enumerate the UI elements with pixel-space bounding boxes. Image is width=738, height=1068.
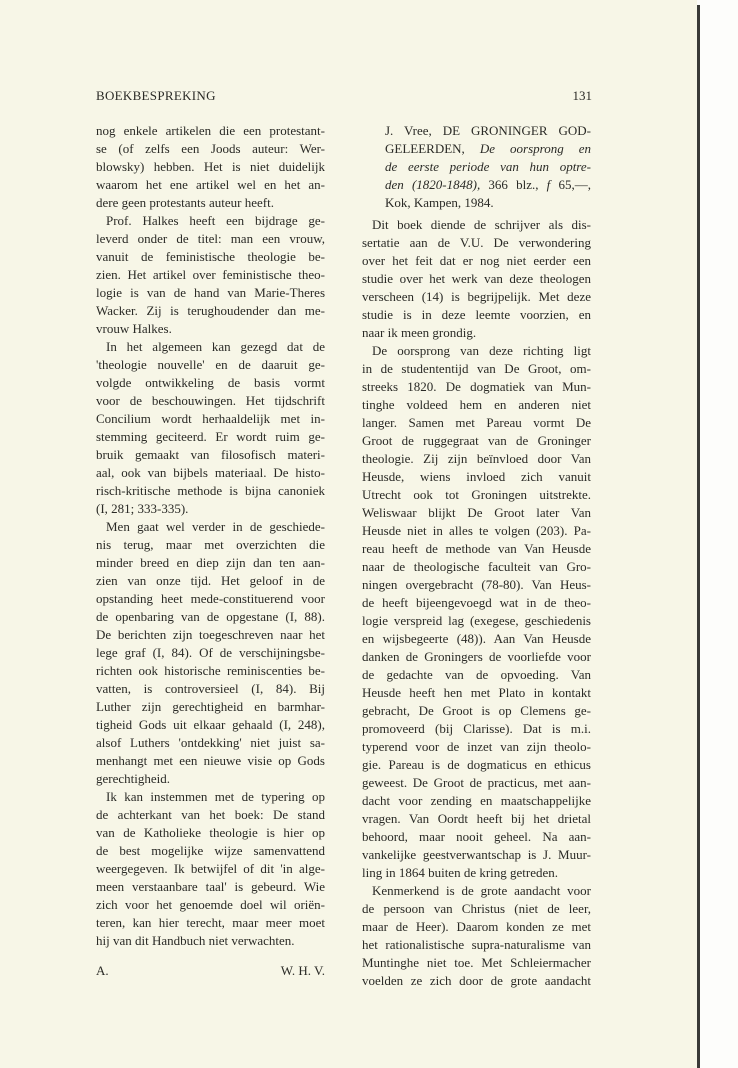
text-line: vankelijke geestverwantschap is J. Muur- (362, 847, 591, 862)
paragraph (96, 122, 325, 212)
page-edge-shadow (697, 5, 700, 1068)
text-line: voor de beschouwingen. Het tijdschrift (96, 393, 325, 408)
text-line: reau heeft de methode van Van Heusde (362, 541, 591, 556)
text-line: streeks 1820. De dogmatiek van Mun- (362, 379, 591, 394)
entry-line (385, 122, 591, 140)
text-line: risch-kritische methode is bijna canoniek (96, 483, 325, 498)
text-line: opstanding heet mede-constituerend voor (96, 591, 325, 606)
left-column-text (96, 122, 325, 950)
paragraph (362, 882, 591, 990)
paragraph (96, 788, 325, 950)
text-line: teren, kan hier terecht, maar meer moet (96, 915, 325, 930)
paragraph (362, 342, 591, 882)
text-line: Luther zijn gerechtigheid en barmhar- (96, 699, 325, 714)
italic-text: de eerste periode van hun optre- (385, 159, 591, 174)
text-line: studie is in deze leemte voorzien, en (362, 307, 591, 322)
text-line: voelden ze zich door de grote aandacht (362, 973, 591, 988)
text-line: verscheen (14) is begrijpelijk. Met deze (362, 289, 591, 304)
text-line: ningen overgebracht (78-80). Van Heus- (362, 577, 591, 592)
italic-text: De oorsprong en (479, 141, 592, 156)
page-number: 131 (572, 88, 592, 103)
text-line: De berichten zijn toegeschreven naar het (96, 627, 325, 642)
text-line: over het feit dat er nog niet eerder een (362, 253, 591, 268)
text-line: de best mogelijke wijze samenvattend (96, 843, 325, 858)
text-line: langer. Samen met Pareau vormt De (362, 415, 591, 430)
text-line: de gedachte van de opvoeding. Van (362, 667, 591, 682)
roman-text: 65,—, (550, 177, 591, 192)
text-line: bruik gemaakt van filosofisch materi- (96, 447, 325, 462)
text-line: Heusde, wiens invloed zich vanuit (362, 469, 591, 484)
text-line: naar de theologische faculteit van Gro- (362, 559, 591, 574)
text-line: Kenmerkend is de grote aandacht voor (372, 883, 591, 898)
text-line: In het algemeen kan gezegd dat de (106, 339, 325, 354)
text-line: gerechtigheid. (96, 771, 170, 786)
text-line: Heusde niet in alles te volgen (203). Pa- (362, 523, 591, 538)
text-line: Prof. Halkes heeft een bijdrage ge- (106, 213, 325, 228)
running-head: BOEKBESPREKING (96, 88, 216, 103)
text-line: vrouw Halkes. (96, 321, 172, 336)
italic-text: f (546, 177, 551, 192)
text-line: vatten, is controversieel (I, 84). Bij (96, 681, 325, 696)
right-column (362, 122, 591, 990)
text-line: leverd onder de titel: man een vrouw, (96, 231, 325, 246)
text-line: blowsky) hebben. Het is niet duidelijk (96, 159, 325, 174)
text-line: Men gaat wel verder in de geschiede- (106, 519, 325, 534)
text-line: theologie. Zij zijn beïnvloed door Van (362, 451, 591, 466)
text-line: menhangt met een nieuwe visie op Gods (96, 753, 325, 768)
text-line: tigheid Gods uit elkaar gehaald (I, 248), (96, 717, 325, 732)
text-line: vragen. Van Oordt heeft bij het drietal (362, 811, 591, 826)
text-line: nog enkele artikelen die een protestant- (96, 123, 325, 138)
text-line: het rationalistische supra-naturalisme van (362, 937, 591, 952)
text-line: studie over het werk van deze theologen (362, 271, 591, 286)
text-line: de persoon van Christus (niet de leer, (362, 901, 591, 916)
roman-text: GELEERDEN, (385, 141, 480, 156)
text-line: zich voor het genoemde doel wil oriën- (96, 897, 325, 912)
text-line: meen verstaanbare taal' is gebeurd. Wie (96, 879, 325, 894)
entry-line (385, 158, 591, 176)
text-line: zien. Het artikel over feministische theo- (96, 267, 325, 282)
text-line: volgde ontwikkeling de basis vormt (96, 375, 325, 390)
text-line: en wijsbegeerte (48)). Aan Van Heusde (362, 631, 591, 646)
signature-initial: A. (96, 963, 109, 978)
text-line: waarom het ene artikel wel en het an- (96, 177, 325, 192)
text-line: Groot de ruggegraat van de Groninger (362, 433, 591, 448)
reviewer-initials: W. H. V. (280, 963, 325, 978)
text-line: maar de Heer). Daarom konden ze met (362, 919, 591, 934)
left-column (96, 122, 325, 980)
text-line: promoveerd (bij Clarisse). Dat is m.i. (362, 721, 591, 736)
text-line: minder breed en diep zijn dan ten aan- (96, 555, 325, 570)
text-line: Dit boek diende de schrijver als dis- (372, 217, 591, 232)
text-line: (I, 281; 333-335). (96, 501, 189, 516)
text-line: hij van dit Handbuch niet verwachten. (96, 933, 295, 948)
text-line: stemming geciteerd. Er wordt ruim ge- (96, 429, 325, 444)
text-line: in de studententijd van De Groot, om- (362, 361, 591, 376)
paragraph (96, 212, 325, 338)
right-column-text (362, 216, 591, 990)
text-line: tinghe voldeed hem en anderen niet (362, 397, 591, 412)
text-line: Concilium wordt herhaaldelijk met in- (96, 411, 325, 426)
text-line: De oorsprong van deze richting ligt (372, 343, 591, 358)
entry-line (385, 194, 591, 212)
text-line: van de Katholieke theologie is hier op (96, 825, 325, 840)
text-line: Heusde heeft hen met Plato in kontakt (362, 685, 591, 700)
italic-text: den (1820-1848), (385, 177, 481, 192)
text-line: se (of zelfs een Joods auteur: Wer- (96, 141, 325, 156)
text-line: Wacker. Zij is terughoudender dan me- (96, 303, 325, 318)
text-line: 'theologie nouvelle' en de daaruit ge- (96, 357, 325, 372)
text-line: de heeft bijeengevoegd wat in de theo- (362, 595, 591, 610)
text-line: Muntinghe niet toe. Met Schleiermacher (362, 955, 591, 970)
paragraph (96, 338, 325, 518)
paragraph (362, 216, 591, 342)
review-signature (96, 962, 325, 980)
text-line: Ik kan instemmen met de typering op (106, 789, 325, 804)
text-line: de openbaring van de opgestane (I, 88). (96, 609, 325, 624)
text-line: sertatie aan de V.U. De verwondering (362, 235, 591, 250)
text-line: naar ik meen grondig. (362, 325, 477, 340)
text-line: vanuit de feministische theologie be- (96, 249, 325, 264)
text-line: geweest. De Groot de practicus, met aan- (362, 775, 591, 790)
text-line: Utrecht ook tot Groningen uitstrekte. (362, 487, 591, 502)
text-line: Weliswaar blijkt De Groot later Van (362, 505, 591, 520)
roman-text: 366 blz., (480, 177, 547, 192)
text-line: logie verspreid lag (exegese, geschiedenis (362, 613, 591, 628)
text-line: richten ook historische reminiscenties be- (96, 663, 325, 678)
text-line: dacht voor zending en maatschappelijke (362, 793, 591, 808)
book-entry-heading (362, 122, 591, 212)
text-line: zien van onze tijd. Het geloof in de (96, 573, 325, 588)
text-line: gebracht, De Groot is op Clemens ge- (362, 703, 591, 718)
text-line: gie. Pareau is de dogmaticus en ethicus (362, 757, 591, 772)
text-line: aal, ook van bijbels materiaal. De histo- (96, 465, 325, 480)
entry-line (385, 176, 591, 194)
text-line: ling in 1864 buiten de kring getreden. (362, 865, 559, 880)
entry-line (385, 140, 591, 158)
text-line: danken de Groningers de voorliefde voor (362, 649, 591, 664)
roman-text: Kok, Kampen, 1984. (385, 195, 494, 210)
text-line: typerend voor de inzet van zijn theolo- (362, 739, 591, 754)
text-line: logie is van de hand van Marie-Theres (96, 285, 325, 300)
text-line: weergegeven. Ik betwijfel of dit 'in alge- (96, 861, 325, 876)
paragraph (96, 518, 325, 788)
text-line: lege graf (I, 84). Of de verschijningsbe- (96, 645, 325, 660)
text-line: alsof Luthers 'ontdekking' niet juist sa- (96, 735, 325, 750)
text-line: behoord, maar nooit geheel. Na aan- (362, 829, 591, 844)
roman-text: J. Vree, DE GRONINGER GOD- (385, 123, 591, 138)
text-line: de achterkant van het boek: De stand (96, 807, 325, 822)
text-line: nis terug, maar met overzichten die (96, 537, 325, 552)
text-line: dere geen protestants auteur heeft. (96, 195, 274, 210)
